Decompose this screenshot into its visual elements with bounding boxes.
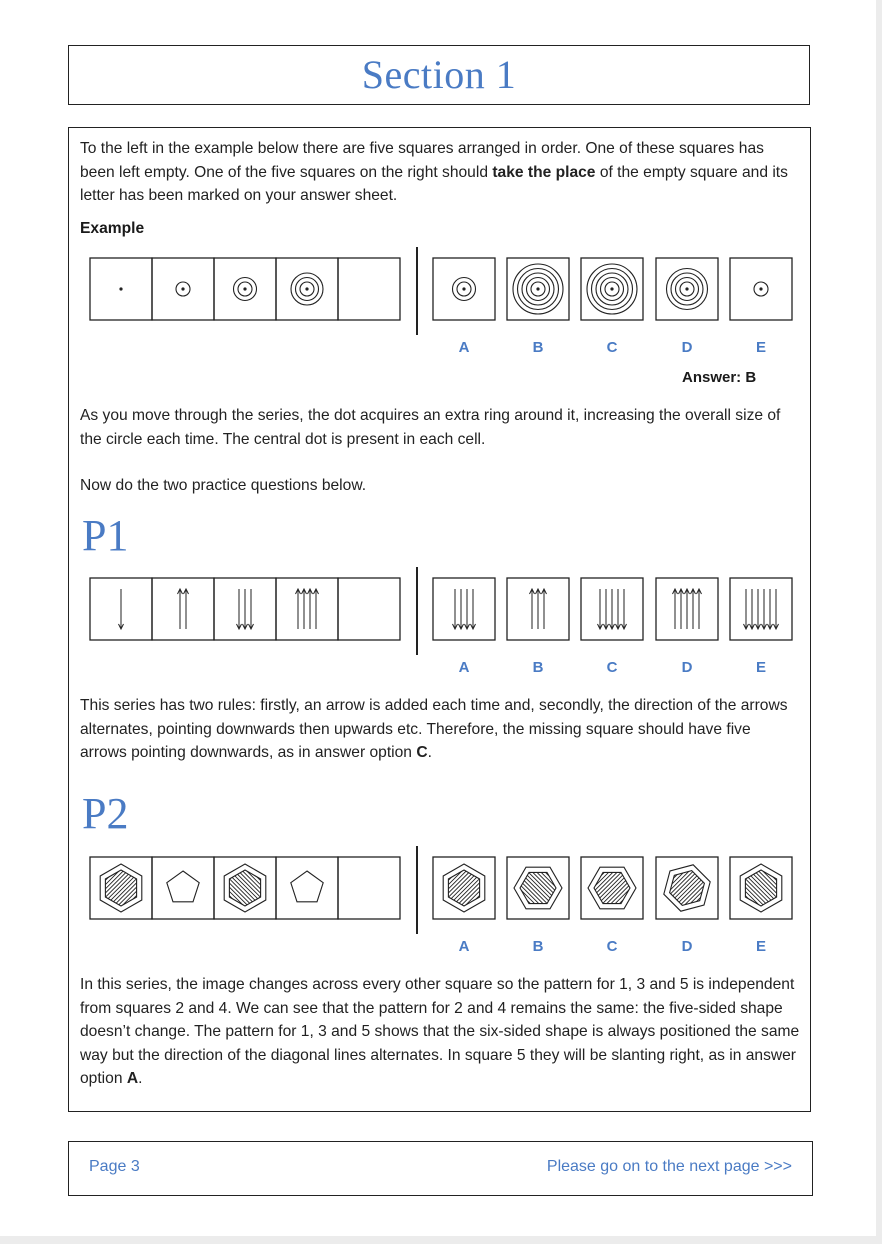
p1-option-arrows-a (453, 589, 476, 629)
p1-answer-letter: C (416, 744, 428, 761)
intro-paragraph (80, 137, 800, 208)
p2-option-label-b: B (532, 938, 544, 955)
p1-sequence-arrows-2 (178, 589, 189, 629)
example-option-circle-e (754, 282, 768, 296)
p2-option-shape-c (542, 858, 682, 918)
p1-option-arrows-e (744, 589, 779, 629)
p1-explanation (80, 694, 800, 765)
example-option-circle-b (513, 264, 563, 314)
p2-option-shape-d (617, 858, 757, 918)
example-option-label-d: D (681, 339, 693, 356)
example-sequence-circle-2 (176, 282, 190, 296)
intro-bold: take the place (492, 163, 596, 181)
p2-option-label-e: E (755, 938, 767, 955)
p2-explanation (80, 973, 800, 1091)
p1-sequence-cell-2 (152, 578, 214, 640)
footer (68, 1141, 813, 1196)
next-page-link[interactable]: Please go on to the next page >>> (546, 1158, 792, 1175)
example-sequence-circle-3 (234, 278, 257, 301)
p2-option-shape-a (394, 858, 534, 918)
example-figure (85, 245, 800, 365)
example-sequence-circle-4 (291, 273, 323, 305)
p2-option-label-c: C (606, 938, 618, 955)
p2-option-shape-b (468, 858, 608, 918)
p1-heading: P1 (82, 511, 129, 560)
example-option-circle-a (453, 278, 476, 301)
p2-sequence-cell-5 (338, 857, 400, 919)
p1-option-label-a: A (458, 659, 470, 676)
p1-option-label-c: C (606, 659, 618, 676)
p1-figure (85, 565, 800, 685)
p1-explanation-end: . (427, 744, 432, 761)
p1-sequence-cell-4 (276, 578, 338, 640)
p1-option-label-e: E (755, 659, 767, 676)
example-sequence-circle-1 (119, 287, 122, 290)
section-title-box (68, 45, 810, 105)
p2-heading: P2 (82, 789, 129, 838)
p1-option-label-d: D (681, 659, 693, 676)
p1-option-arrows-b (530, 589, 547, 629)
p1-option-arrows-d (673, 589, 702, 629)
example-explanation: As you move through the series, the dot acquires an extra ring around it, increasing the overall size of the circle each time. The central dot is present in each cell. (80, 407, 781, 448)
example-option-label-e: E (755, 339, 767, 356)
example-option-circle-c (587, 264, 637, 314)
p2-option-label-a: A (458, 938, 470, 955)
p1-explanation-text: This series has two rules: firstly, an arrow is added each time and, secondly, the direction of the arrows alternates, pointing downwards then upwards etc. Therefore, the missing square should have five arrows pointing downwards, as in answer option (80, 697, 788, 761)
p2-option-label-d: D (681, 938, 693, 955)
p2-explanation-end: . (138, 1070, 143, 1087)
example-option-label-c: C (606, 339, 618, 356)
p2-figure (85, 844, 800, 964)
example-sequence-cell-5 (338, 258, 400, 320)
section-title: Section 1 (361, 52, 517, 97)
instruction-text: Now do the two practice questions below. (80, 477, 367, 494)
intro-text-2: of the empty square and its letter has been marked on your answer sheet. (80, 163, 788, 204)
p1-option-box-a[interactable] (433, 578, 495, 640)
p1-option-box-e[interactable] (730, 578, 792, 640)
intro-text-1: To the left in the example below there are five squares arranged in order. One of these squares has been left empty. One of the five squares on the right should (80, 140, 764, 181)
p2-sequence-shape-2 (167, 871, 199, 902)
p1-sequence-cell-5 (338, 578, 400, 640)
example-answer: Answer: B (682, 369, 757, 386)
p1-sequence-arrows-4 (296, 589, 319, 629)
p2-answer-letter: A (126, 1070, 139, 1087)
example-option-label-a: A (458, 339, 470, 356)
page-number: Page 3 (89, 1158, 140, 1175)
example-label: Example (80, 220, 145, 237)
p1-option-arrows-c (598, 589, 627, 629)
p1-sequence-arrows-1 (119, 589, 124, 629)
p1-option-label-b: B (532, 659, 544, 676)
p1-sequence-arrows-3 (237, 589, 254, 629)
p2-sequence-shape-4 (291, 871, 323, 902)
example-option-label-b: B (532, 339, 544, 356)
p2-explanation-text: In this series, the image changes across every other square so the pattern for 1, 3 and 5 is independent from squares 2 and 4. We can see that the pattern for 2 and 4 remains the same: the five-sided shape doesn’t change. The pattern for 1, 3 and 5 shows that the six-sided shape is always positioned the same way but the direction of the diagonal lines alternates. In square 5 they will be slanting right, as in answer option (80, 976, 800, 1087)
example-option-circle-d (667, 269, 708, 310)
